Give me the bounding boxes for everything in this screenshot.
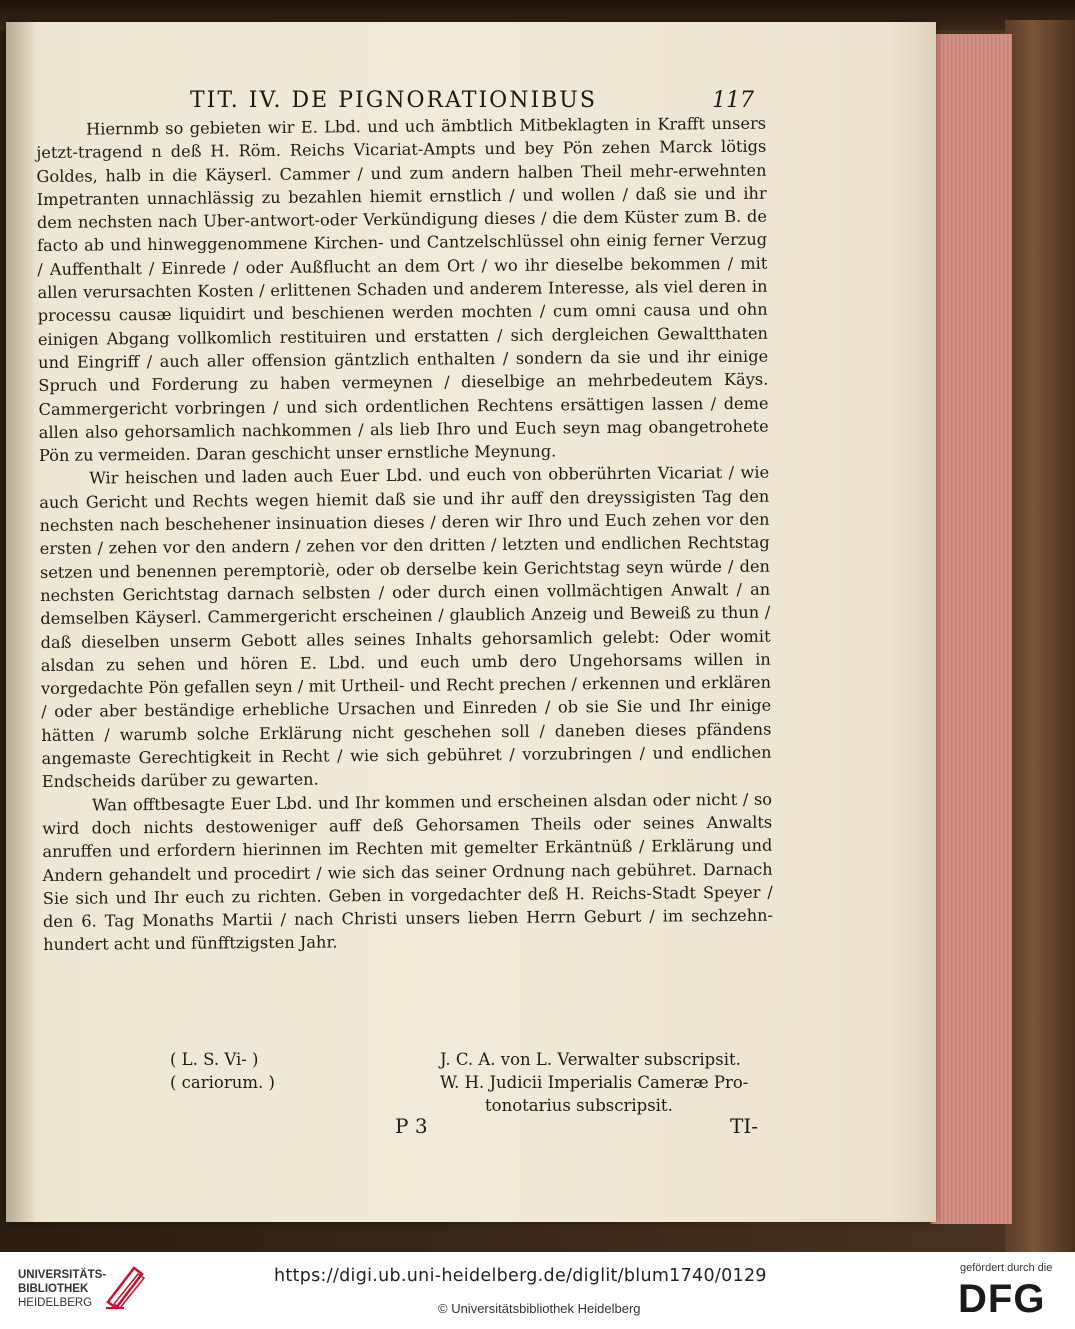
- paragraph: Wan offtbesagte Euer Lbd. und Ihr kommen und erscheinen alsdan oder nicht / so wird doch nichts destoweniger auff deß Gehorsamen Theils oder seines Anwalts anruffen und erfordern hierinnen im Rechten mit gemelter Erkäntnüß / Erklärung und Andern gehandelt und procedirt / wie sich das seiner Ordnung nach gebühret. Darnach Sie sich und Ihr euch zu richten. Geben in vorgedachter deß H. Reichs-Stadt Speyer / den 6. Tag Monaths Martii / nach Christi unsers lieben Herrn Geburt / im sechzehn-hundert acht und fünfftzigsten Jahr.: [42, 789, 774, 955]
- page-gutter-shadow: [6, 22, 36, 1222]
- library-logo-text[interactable]: UNIVERSITÄTS- BIBLIOTHEK HEIDELBERG: [18, 1269, 107, 1309]
- viewer-footer: [0, 1252, 1075, 1329]
- body-text: [36, 112, 773, 957]
- book-cover: [1005, 20, 1075, 1252]
- funding-caption: gefördert durch die: [960, 1262, 1053, 1274]
- signatories: [440, 1048, 780, 1117]
- paragraph: Wir heischen und laden auch Euer Lbd. und euch von obberührten Vicariat / wie auch Gericht und Rechts wegen hiemit daß sie und ihr auff den dreyssigisten Tag den nechsten nach beschehener insinuation dieses / deren wir Ihro und Euch zehen vor den ersten / zehen vor den andern / zehen vor den dritten / letzten und endlichen Rechtstag setzen und benennen peremptoriè, oder ob derselbe kein Gerichtstag seyn würde / den nechsten Gerichtstag darnach selbsten / oder durch einen vollmächtigen Anwalt / an demselben Käyserl. Cammergericht erscheinen / glaublich Anzeig und Beweiß zu thun / daß dieselben unserm Gebott alles seines Inhalts gehorsamlich gelebt: Oder womit alsdan zu sehen und hören E. Lbd. und euch umb dero Ungehorsams willen in vorgedachte Pön gefallen seyn / mit Urtheil- und Recht prechen / erkennen und erklären / oder aber beständige erhebliche Ursachen und Einreden / ob sie Sie und Ihr einige hätten / warumb solche Erklärung nicht geschehen soll / daneben dieses pfändens angemaste Gerechtigkeit in Recht / wie sich gebühret / vorzubringen / und endlichen Endscheids darüber zu gewarten.: [39, 463, 772, 792]
- signatory-line: tonotarius subscripsit.: [485, 1096, 673, 1115]
- signature-mark: P 3: [395, 1114, 428, 1138]
- running-head: TIT. IV. DE PIGNORATIONIBUS: [190, 88, 597, 113]
- permalink-url[interactable]: https://digi.ub.uni-heidelberg.de/diglit/blum1740/0129: [274, 1266, 767, 1286]
- seal-line: ( cariorum. ): [170, 1073, 275, 1092]
- dfg-logo[interactable]: DFG: [958, 1277, 1046, 1321]
- signatory-line: J. C. A. von L. Verwalter subscripsit.: [440, 1050, 741, 1069]
- page-fore-edge: [930, 34, 1012, 1224]
- copyright-notice: © Universitätsbibliothek Heidelberg: [438, 1301, 641, 1316]
- paragraph: Hiernmb so gebieten wir E. Lbd. und uch ämbtlich Mitbeklagten in Krafft unsers jetzt-tragend n deß H. Röm. Reichs Vicariat-Ampts und bey Pön zehen Marck lötigs Goldes, halb in die Käyserl. Cammer / und zum andern halben Theil mehr-erwehnten Impetranten unnachlässig zu bezahlen hiemit ernstlich / und wollen / daß sie und ihr dem nechsten nach Uber-antwort-oder Verkündigung dieses / die dem Küster zum B. de facto ab und hinweggenommene Kirchen- und Cantzelschlüssel ohn einig ferner Verzug / Auffenthalt / Einrede / oder Außflucht an dem Ort / wo ihr dieselbe bekommen / mit allen verursachten Kosten / erlittenen Schaden und anderem Interesse, als viel deren in processu causæ liquidirt und beschienen werden mochten / cum omni causa und ohn einigen Abgang vollkomlich restituiren und erstatten / sich dergleichen Gewaltthaten und Eingriff / auch aller offension gäntzlich enthalten / sondern da sie und ihr einige Spruch und Forderung zu haben vermeynen / dieselbige an mehrbedeutem Käys. Cammergericht vorbringen / und sich ordentlichen Rechtens ersättigen lassen / deme allen also gehorsamlich nachkommen / als lieb Ihro und Euch seyn mag obangetrohete Pön zu vermeiden. Daran geschicht unser ernstliche Meynung.: [36, 113, 769, 466]
- library-logo-icon[interactable]: [104, 1264, 148, 1310]
- seal-line: ( L. S. Vi- ): [170, 1050, 259, 1069]
- seal-note: [170, 1048, 320, 1094]
- catchword: TI-: [730, 1114, 758, 1138]
- page-number: 117: [712, 88, 754, 113]
- signatory-line: W. H. Judicii Imperialis Cameræ Pro-: [440, 1073, 749, 1092]
